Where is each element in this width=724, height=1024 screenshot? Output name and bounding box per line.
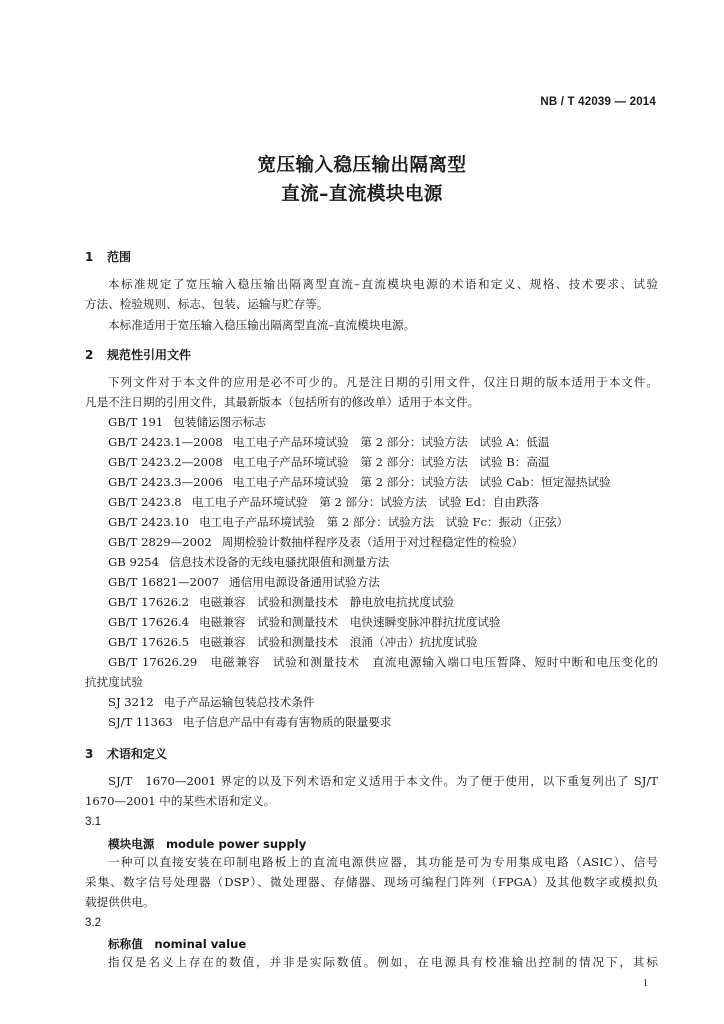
reference-code: GB/T 2423.1—2008 (108, 435, 223, 449)
reference-code: SJ 3212 (108, 695, 154, 709)
reference-code: GB/T 17626.2 (108, 595, 190, 609)
reference-item (108, 437, 549, 449)
reference-title: 电工电子产品环境试验 第 2 部分：试验方法 试验 Fc：振动（正弦） (199, 515, 569, 529)
reference-item-continued: 抗扰度试验 (85, 675, 143, 689)
reference-item (108, 537, 523, 549)
paragraph-line: 下列文件对于本文件的应用是必不可少的。凡是注日期的引用文件，仅注日期的版本适用于本文件。 (108, 375, 658, 389)
standard-code: NB / T 42039 — 2014 (540, 96, 656, 108)
section-title: 规范性引用文件 (107, 348, 192, 362)
reference-item (108, 637, 477, 649)
reference-item-long: GB/T 17626.29 电磁兼容 试验和测量技术 直流电源输入端口电压暂降、短时中断和电压变化的 (108, 655, 658, 669)
paragraph-line: 1670—2001 中的某些术语和定义。 (85, 794, 276, 808)
reference-title: 电工电子产品环境试验 第 2 部分：试验方法 试验 Cab：恒定湿热试验 (232, 475, 611, 489)
reference-title: 通信用电源设备通用试验方法 (229, 575, 380, 589)
reference-title: 电磁兼容 试验和测量技术 静电放电抗扰度试验 (199, 595, 455, 609)
document-title-line1: 宽压输入稳压输出隔离型 (257, 155, 467, 176)
definition-line: 指仅是名义上存在的数值，并非是实际数值。例如，在电源具有校准输出控制的情况下，其标 (108, 955, 658, 969)
reference-title: 电工电子产品环境试验 第 2 部分：试验方法 试验 A：低温 (232, 435, 550, 449)
term-heading: 模块电源 module power supply (108, 837, 307, 851)
reference-code: GB/T 191 (108, 415, 164, 429)
definition-line: 一种可以直接安装在印制电路板上的直流电源供应器，其功能是可为专用集成电路（ASIC）、信号 (108, 855, 658, 869)
section-number: 1 (85, 250, 94, 264)
reference-title: 电子信息产品中有毒有害物质的限量要求 (182, 715, 392, 729)
term-number: 3.1 (85, 815, 102, 828)
reference-title: 电子产品运输包装总技术条件 (163, 695, 315, 709)
reference-code: GB/T 2423.8 (108, 495, 182, 509)
reference-code: GB/T 2423.2—2008 (108, 455, 223, 469)
section-1-heading (85, 248, 131, 265)
section-title: 范围 (107, 250, 132, 264)
reference-item (108, 477, 611, 489)
reference-item (108, 717, 392, 729)
paragraph-line: 本标准适用于宽压输入稳压输出隔离型直流–直流模块电源。 (108, 318, 416, 332)
reference-code: GB/T 2829—2002 (108, 535, 212, 549)
reference-title: 电磁兼容 试验和测量技术 电快速瞬变脉冲群抗扰度试验 (199, 615, 501, 629)
section-number: 3 (85, 747, 94, 761)
reference-code: GB/T 17626.4 (108, 615, 190, 629)
reference-item (108, 497, 539, 509)
section-2-heading (85, 346, 191, 363)
reference-title: 电工电子产品环境试验 第 2 部分：试验方法 试验 B：高温 (232, 455, 550, 469)
section-number: 2 (85, 348, 94, 362)
reference-code: SJ/T 11363 (108, 715, 173, 729)
reference-item (108, 557, 389, 569)
reference-title: 周期检验计数抽样程序及表（适用于对过程稳定性的检验） (221, 535, 524, 549)
definition-line: 采集、数字信号处理器（DSP）、微处理器、存储器、现场可编程门阵列（FPGA）及其他数字或模拟负 (85, 875, 658, 889)
reference-item (108, 697, 315, 709)
term-number: 3.2 (85, 916, 102, 929)
section-title: 术语和定义 (107, 747, 168, 761)
document-title-line2: 直流–直流模块电源 (281, 184, 443, 205)
reference-code: GB/T 17626.5 (108, 635, 190, 649)
reference-code: GB/T 2423.10 (108, 515, 190, 529)
definition-line: 载提供供电。 (85, 895, 155, 909)
reference-item (108, 417, 266, 429)
paragraph-line: 方法、检验规则、标志、包装、运输与贮存等。 (85, 297, 329, 311)
reference-title: 包装储运图示标志 (173, 415, 267, 429)
section-3-heading (85, 745, 167, 762)
paragraph-line: SJ/T 1670—2001 界定的以及下列术语和定义适用于本文件。为了便于使用，以下重复列出了 SJ/T (108, 774, 658, 788)
reference-title: 电工电子产品环境试验 第 2 部分：试验方法 试验 Ed：自由跌落 (191, 495, 540, 509)
reference-item (108, 517, 568, 529)
page-number: 1 (643, 978, 648, 989)
reference-item (108, 597, 454, 609)
reference-item (108, 617, 501, 629)
reference-code: GB/T 16821—2007 (108, 575, 220, 589)
term-heading: 标称值 nominal value (108, 937, 247, 951)
reference-title: 电磁兼容 试验和测量技术 浪涌（冲击）抗扰度试验 (199, 635, 478, 649)
reference-title: 信息技术设备的无线电骚扰限值和测量方法 (168, 555, 390, 569)
reference-item (108, 457, 550, 469)
paragraph-line: 凡是不注日期的引用文件，其最新版本（包括所有的修改单）适用于本文件。 (85, 395, 480, 409)
reference-item (108, 577, 380, 589)
paragraph-line: 本标准规定了宽压输入稳压输出隔离型直流–直流模块电源的术语和定义、规格、技术要求、试验 (108, 277, 658, 291)
reference-code: GB/T 2423.3—2006 (108, 475, 223, 489)
reference-code: GB 9254 (108, 555, 159, 569)
